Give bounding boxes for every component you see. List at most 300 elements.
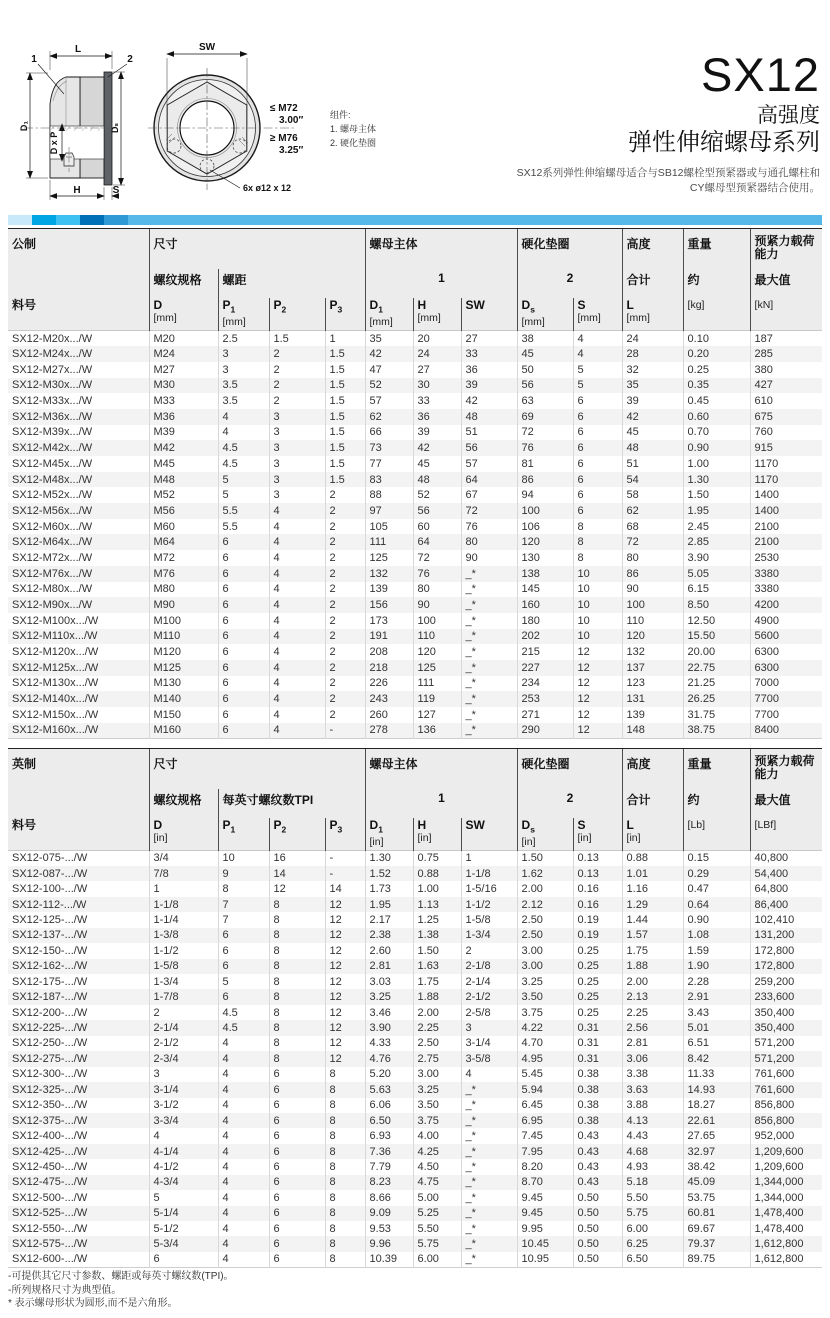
value-cell: 1.38 (413, 928, 461, 943)
accent-bar-segment (32, 215, 56, 225)
footnote: -可提供其它尺寸参数、螺距或每英寸螺纹数(TPI)。 (8, 1271, 234, 1282)
part-number-cell: SX12-112-.../W (12, 898, 87, 911)
value-cell: 64,800 (750, 881, 822, 896)
part-number-cell: SX12-M150x.../W (12, 708, 99, 721)
value-cell: 8.70 (517, 1175, 573, 1190)
value-cell: 1,612,800 (750, 1252, 822, 1267)
value-cell: 4 (218, 1175, 269, 1190)
value-cell: 350,400 (750, 1005, 822, 1020)
value-cell: 138 (517, 566, 573, 582)
table-row (8, 1236, 822, 1251)
value-cell: 6 (573, 487, 622, 503)
group-header-row (8, 229, 822, 270)
value-cell: 67 (461, 487, 517, 503)
value-cell: 0.35 (683, 378, 750, 394)
part-number-cell: SX12-087-.../W (12, 867, 88, 880)
value-cell: 12 (573, 723, 622, 739)
value-cell: 6 (269, 1252, 325, 1267)
value-cell: 6 (218, 550, 269, 566)
value-cell: 4.5 (218, 1005, 269, 1020)
value-cell: 39 (622, 393, 683, 409)
value-cell: 6 (269, 1067, 325, 1082)
value-cell: M72 (149, 550, 218, 566)
value-cell: 0.38 (573, 1113, 622, 1128)
value-cell: 80 (461, 534, 517, 550)
value-cell: 2 (461, 943, 517, 958)
value-cell: 120 (517, 534, 573, 550)
value-cell: M48 (149, 472, 218, 488)
sub-approx: 约 (683, 789, 750, 818)
value-cell: 2.00 (413, 1005, 461, 1020)
value-cell: 0.45 (683, 393, 750, 409)
value-cell: 12 (325, 943, 365, 958)
value-cell: 119 (413, 691, 461, 707)
value-cell: 1.5 (325, 472, 365, 488)
value-cell: 2530 (750, 550, 822, 566)
accent-bar-segment (128, 215, 822, 225)
part-number-cell: SX12-M52x.../W (12, 489, 93, 502)
value-cell: 42 (413, 440, 461, 456)
value-cell: 90 (461, 550, 517, 566)
part-number-cell: SX12-M39x.../W (12, 426, 93, 439)
value-cell: 173 (365, 613, 413, 629)
value-cell: 0.90 (683, 912, 750, 927)
value-cell: 2 (325, 550, 365, 566)
part-number-cell: SX12-M72x.../W (12, 551, 93, 564)
group-weight: 重量 (683, 229, 750, 270)
value-cell: 4 (269, 691, 325, 707)
value-cell: 0.38 (573, 1082, 622, 1097)
value-cell: 1.95 (365, 897, 413, 912)
value-cell: 1.88 (622, 959, 683, 974)
value-cell: 6 (218, 959, 269, 974)
table-row (8, 644, 822, 660)
value-cell: 64 (461, 472, 517, 488)
value-cell: 97 (365, 503, 413, 519)
value-cell: 48 (461, 409, 517, 425)
value-cell: 2.28 (683, 974, 750, 989)
value-cell: 60.81 (683, 1206, 750, 1221)
accent-bar-segment (80, 215, 104, 225)
value-cell: 4 (269, 644, 325, 660)
value-cell: 2.00 (622, 974, 683, 989)
legend-item-2: 2. 硬化垫圈 (330, 138, 377, 148)
subgroup-header-row (8, 789, 822, 818)
front-view (148, 42, 303, 193)
part-number-cell: SX12-300-.../W (12, 1068, 88, 1081)
value-cell: 14 (325, 881, 365, 896)
value-cell: 4 (218, 1206, 269, 1221)
value-cell: 7/8 (149, 866, 218, 881)
table-row (8, 1175, 822, 1190)
value-cell: 7.45 (517, 1128, 573, 1143)
value-cell: 8 (269, 1036, 325, 1051)
value-cell: _* (461, 597, 517, 613)
value-cell: 86 (622, 566, 683, 582)
column-header: S [mm] (573, 298, 622, 331)
column-header: $P_1$ [mm] (218, 298, 269, 331)
value-cell: _* (461, 629, 517, 645)
table-row (8, 943, 822, 958)
value-cell: 110 (413, 629, 461, 645)
value-cell: 2.60 (365, 943, 413, 958)
value-cell: 8 (269, 912, 325, 927)
value-cell: 4 (269, 723, 325, 739)
value-cell: 36 (413, 409, 461, 425)
value-cell: 610 (750, 393, 822, 409)
value-cell: 2.56 (622, 1020, 683, 1035)
part-number-cell: SX12-M30x.../W (12, 379, 93, 392)
value-cell: 6.06 (365, 1098, 413, 1113)
value-cell: 4 (269, 597, 325, 613)
part-number-cell: SX12-525-.../W (12, 1207, 88, 1220)
value-cell: 12 (573, 676, 622, 692)
value-cell: 2.25 (413, 1020, 461, 1035)
value-cell: 8 (573, 519, 622, 535)
value-cell: 2 (325, 519, 365, 535)
value-cell: 2.50 (413, 1036, 461, 1051)
value-cell: 8 (325, 1128, 365, 1143)
value-cell: 2.81 (622, 1036, 683, 1051)
value-cell: 3 (218, 362, 269, 378)
value-cell: 350,400 (750, 1020, 822, 1035)
value-cell: 2.25 (622, 1005, 683, 1020)
part-number-cell: SX12-475-.../W (12, 1176, 88, 1189)
value-cell: 111 (365, 534, 413, 550)
value-cell: 0.50 (573, 1252, 622, 1267)
value-cell: 6 (573, 393, 622, 409)
value-cell: 4 (269, 566, 325, 582)
value-cell: 38 (517, 331, 573, 347)
value-cell: 3.88 (622, 1098, 683, 1113)
value-cell: 4200 (750, 597, 822, 613)
value-cell: 1400 (750, 503, 822, 519)
product-subtitle-strength: 高强度 (757, 104, 820, 127)
value-cell: 131 (622, 691, 683, 707)
value-cell: 105 (365, 519, 413, 535)
dim-label-l: L (74, 44, 82, 55)
value-cell: M76 (149, 566, 218, 582)
value-cell: 278 (365, 723, 413, 739)
value-cell: M20 (149, 331, 218, 347)
value-cell: 16 (269, 851, 325, 866)
value-cell: 51 (622, 456, 683, 472)
value-cell: 79.37 (683, 1236, 750, 1251)
value-cell: 5 (218, 472, 269, 488)
value-cell: 9.45 (517, 1190, 573, 1205)
value-cell: 0.20 (683, 346, 750, 362)
value-cell: 6 (269, 1175, 325, 1190)
value-cell: 2 (325, 582, 365, 598)
value-cell: 856,800 (750, 1113, 822, 1128)
value-cell: 1.5 (325, 346, 365, 362)
value-cell: M33 (149, 393, 218, 409)
imperial-body (8, 851, 822, 1268)
value-cell: 33 (461, 346, 517, 362)
value-cell: 2 (325, 597, 365, 613)
value-cell: 1.29 (622, 897, 683, 912)
value-cell: 1-1/2 (461, 897, 517, 912)
value-cell: 1.50 (413, 943, 461, 958)
value-cell: 6 (269, 1236, 325, 1251)
value-cell: 2.12 (517, 897, 573, 912)
table-row (8, 378, 822, 394)
value-cell: 8 (325, 1082, 365, 1097)
value-cell: 4.13 (622, 1113, 683, 1128)
table-row (8, 959, 822, 974)
value-cell: 6.95 (517, 1113, 573, 1128)
value-cell: 8.20 (517, 1159, 573, 1174)
value-cell: 12 (325, 989, 365, 1004)
value-cell: 3.63 (622, 1082, 683, 1097)
value-cell: 1.08 (683, 928, 750, 943)
sub-nut-num: 1 (365, 789, 517, 818)
value-cell: 54 (622, 472, 683, 488)
table-row (8, 440, 822, 456)
value-cell: 0.43 (573, 1144, 622, 1159)
column-header: 料号 (8, 298, 149, 331)
value-cell: M110 (149, 629, 218, 645)
table-row (8, 1252, 822, 1267)
value-cell: 5.01 (683, 1020, 750, 1035)
value-cell: 4 (461, 1067, 517, 1082)
table-row (8, 723, 822, 739)
value-cell: 1.30 (365, 851, 413, 866)
metric-table (8, 228, 822, 739)
value-cell: 10 (573, 597, 622, 613)
value-cell: 90 (413, 597, 461, 613)
value-cell: 1.00 (413, 881, 461, 896)
imperial-table (8, 748, 822, 1268)
callout-1: 1 (31, 54, 37, 65)
value-cell: 1,209,600 (750, 1144, 822, 1159)
value-cell: 86 (517, 472, 573, 488)
value-cell: 4 (218, 1159, 269, 1174)
part-number-cell: SX12-M36x.../W (12, 410, 93, 423)
sub-washer-num: 2 (517, 789, 622, 818)
value-cell: 218 (365, 660, 413, 676)
value-cell: 1,612,800 (750, 1236, 822, 1251)
value-cell: 0.29 (683, 866, 750, 881)
value-cell: M130 (149, 676, 218, 692)
table-row (8, 707, 822, 723)
value-cell: 2 (269, 393, 325, 409)
value-cell: 3 (269, 425, 325, 441)
part-number-cell: SX12-600-.../W (12, 1253, 88, 1266)
value-cell: 30 (413, 378, 461, 394)
value-cell: _* (461, 1236, 517, 1251)
group-nut-body: 螺母主体 (365, 229, 517, 270)
side-view (19, 44, 133, 200)
accent-bar-segment (104, 215, 128, 225)
value-cell: 136 (413, 723, 461, 739)
value-cell: 6 (269, 1098, 325, 1113)
value-cell: 1.16 (622, 881, 683, 896)
value-cell: 6.15 (683, 582, 750, 598)
value-cell: 40,800 (750, 851, 822, 866)
value-cell: 8.50 (683, 597, 750, 613)
table-row (8, 1067, 822, 1082)
value-cell: 0.47 (683, 881, 750, 896)
value-cell: 0.10 (683, 331, 750, 347)
value-cell: 156 (365, 597, 413, 613)
value-cell: 58 (622, 487, 683, 503)
value-cell: _* (461, 1144, 517, 1159)
value-cell: 64 (413, 534, 461, 550)
value-cell: 4.5 (218, 456, 269, 472)
value-cell: 1-3/4 (149, 974, 218, 989)
value-cell: 2-5/8 (461, 1005, 517, 1020)
value-cell: 2 (325, 629, 365, 645)
part-number-cell: SX12-137-.../W (12, 929, 88, 942)
value-cell: 4 (218, 1036, 269, 1051)
value-cell: 761,600 (750, 1082, 822, 1097)
value-cell: 208 (365, 644, 413, 660)
value-cell: 1-3/8 (149, 928, 218, 943)
value-cell: 5.5 (218, 519, 269, 535)
value-cell: 3-3/4 (149, 1113, 218, 1128)
part-number-cell: SX12-250-.../W (12, 1037, 88, 1050)
table-row (8, 1082, 822, 1097)
value-cell: 36 (461, 362, 517, 378)
callout-2: 2 (127, 54, 133, 65)
holes-note: 6x ø12 x 12 (243, 183, 292, 193)
sub-thread-spec: 螺纹规格 (149, 789, 218, 818)
value-cell: 3 (269, 456, 325, 472)
value-cell: 125 (365, 550, 413, 566)
value-cell: 253 (517, 691, 573, 707)
value-cell: 32 (622, 362, 683, 378)
value-cell: 1.50 (683, 487, 750, 503)
value-cell: - (325, 851, 365, 866)
part-number-cell: SX12-M120x.../W (12, 646, 99, 659)
value-cell: 3.50 (517, 989, 573, 1004)
value-cell: 2 (269, 346, 325, 362)
value-cell: 12 (325, 1005, 365, 1020)
value-cell: M56 (149, 503, 218, 519)
value-cell: M27 (149, 362, 218, 378)
value-cell: 4.33 (365, 1036, 413, 1051)
product-subtitle-series: 弹性伸缩螺母系列 (628, 129, 820, 156)
value-cell: 260 (365, 707, 413, 723)
value-cell: 3.90 (365, 1020, 413, 1035)
annotation-ge-m76: ≥ M76 (270, 133, 298, 144)
value-cell: _* (461, 707, 517, 723)
value-cell: 27 (413, 362, 461, 378)
part-number-cell: SX12-175-.../W (12, 975, 88, 988)
value-cell: 69.67 (683, 1221, 750, 1236)
value-cell: 57 (461, 456, 517, 472)
value-cell: 3-5/8 (461, 1051, 517, 1066)
value-cell: 8 (325, 1098, 365, 1113)
part-number-cell: SX12-575-.../W (12, 1238, 88, 1251)
table-row (8, 851, 822, 866)
value-cell: 125 (413, 660, 461, 676)
sub-pitch: 螺距 (218, 269, 365, 298)
table-row (8, 629, 822, 645)
value-cell: 8.42 (683, 1051, 750, 1066)
group-preload: 预紧力载荷能力 (750, 749, 822, 790)
value-cell: 1.5 (325, 362, 365, 378)
value-cell: 123 (622, 676, 683, 692)
value-cell: 1170 (750, 456, 822, 472)
value-cell: 132 (622, 644, 683, 660)
subgroup-header-row (8, 269, 822, 298)
value-cell: 39 (461, 378, 517, 394)
value-cell: 4 (269, 582, 325, 598)
value-cell: 94 (517, 487, 573, 503)
value-cell: 172,800 (750, 943, 822, 958)
value-cell: 35 (622, 378, 683, 394)
value-cell: 7.95 (517, 1144, 573, 1159)
value-cell: 2 (325, 534, 365, 550)
value-cell: 20.00 (683, 644, 750, 660)
value-cell: 0.13 (573, 866, 622, 881)
value-cell: 5.05 (683, 566, 750, 582)
value-cell: 760 (750, 425, 822, 441)
value-cell: 5 (573, 362, 622, 378)
value-cell: M24 (149, 346, 218, 362)
table-row (8, 1005, 822, 1020)
value-cell: 1.13 (413, 897, 461, 912)
table-row (8, 676, 822, 692)
value-cell: 0.90 (683, 440, 750, 456)
group-weight: 重量 (683, 749, 750, 790)
value-cell: 202 (517, 629, 573, 645)
value-cell: 6 (269, 1206, 325, 1221)
value-cell: 6.50 (622, 1252, 683, 1267)
value-cell: 3.25 (517, 974, 573, 989)
value-cell: 8 (325, 1067, 365, 1082)
imperial-col-headers (8, 818, 822, 851)
column-header: L [in] (622, 818, 683, 851)
part-number-cell: SX12-M125x.../W (12, 661, 99, 674)
value-cell: 14 (269, 866, 325, 881)
value-cell: 38.42 (683, 1159, 750, 1174)
value-cell: _* (461, 1128, 517, 1143)
value-cell: 6 (218, 943, 269, 958)
value-cell: 2-1/8 (461, 959, 517, 974)
value-cell: 6 (218, 613, 269, 629)
value-cell: 8 (325, 1252, 365, 1267)
value-cell: 5-1/2 (149, 1221, 218, 1236)
value-cell: 380 (750, 362, 822, 378)
value-cell: 8 (325, 1144, 365, 1159)
value-cell: 5-3/4 (149, 1236, 218, 1251)
value-cell: M100 (149, 613, 218, 629)
value-cell: 2 (149, 1005, 218, 1020)
legend-item-1: 1. 螺母主体 (330, 124, 377, 134)
table-row (8, 1144, 822, 1159)
part-number-cell: SX12-450-.../W (12, 1160, 88, 1173)
value-cell: M30 (149, 378, 218, 394)
value-cell: 2-1/2 (149, 1036, 218, 1051)
value-cell: 0.25 (573, 943, 622, 958)
value-cell: 4.93 (622, 1159, 683, 1174)
value-cell: 0.50 (573, 1206, 622, 1221)
table-row (8, 597, 822, 613)
value-cell: 3.03 (365, 974, 413, 989)
column-header: L [mm] (622, 298, 683, 331)
value-cell: 12 (325, 1036, 365, 1051)
value-cell: 5.94 (517, 1082, 573, 1097)
value-cell: 45 (622, 425, 683, 441)
value-cell: 5.50 (413, 1221, 461, 1236)
accent-bar-segment (56, 215, 80, 225)
value-cell: 83 (365, 472, 413, 488)
footnote: -所列规格尺寸为典型值。 (8, 1284, 122, 1296)
value-cell: 2 (269, 362, 325, 378)
